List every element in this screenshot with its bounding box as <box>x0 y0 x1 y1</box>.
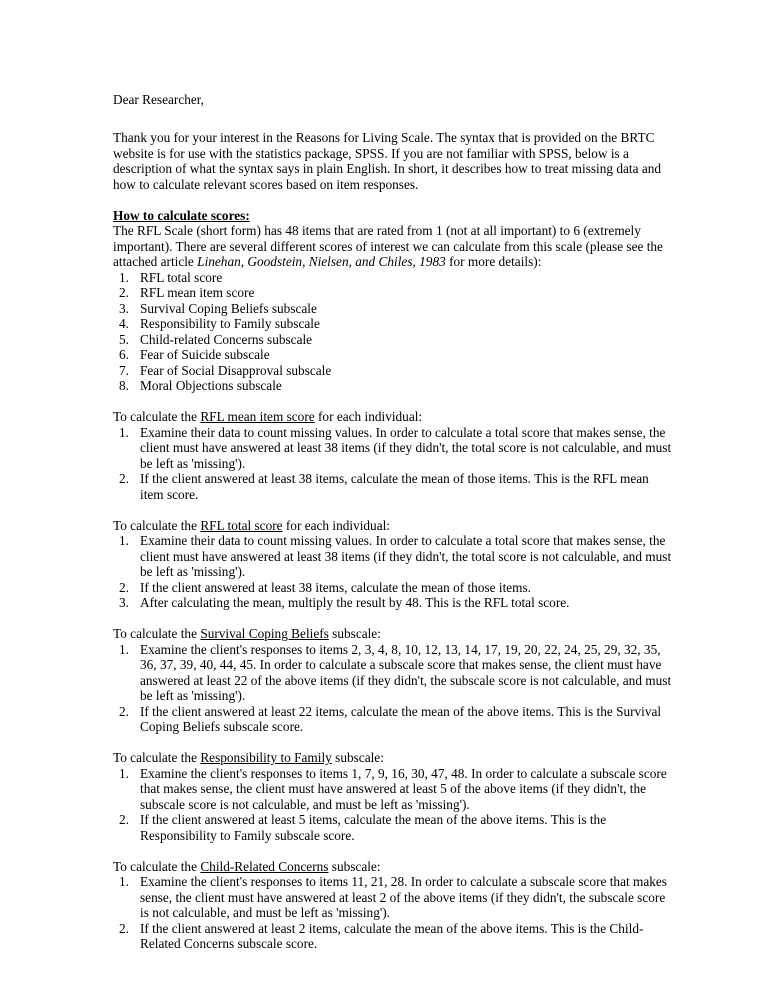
list-number: 1. <box>119 424 129 440</box>
step-item <box>113 595 673 611</box>
list-text: RFL mean item score <box>140 285 255 300</box>
score-term: Child-Related Concerns <box>200 858 329 874</box>
step-item <box>113 704 673 735</box>
step-item <box>113 533 673 580</box>
steps-list <box>113 874 673 952</box>
list-text: Fear of Suicide subscale <box>140 347 270 362</box>
list-number: 2. <box>119 471 129 486</box>
step-item <box>113 425 673 472</box>
calculation-section <box>113 518 673 611</box>
list-text: RFL total score <box>140 269 223 285</box>
step-text: After calculating the mean, multiply the result by 48. This is the RFL total score. <box>140 595 570 610</box>
intro-prefix: To calculate the <box>113 858 201 874</box>
step-text: Examine their data to count missing values. In order to calculate a total score that makes sense, the client must have answered at least 38 items (if they didn't, the total score is not calculable, and must be left as 'missing'). <box>140 424 672 471</box>
intro-prefix: To calculate the <box>113 409 201 424</box>
step-text: If the client answered at least 2 items, calculate the mean of the above items. This is the Child-Related Concerns subscale score. <box>140 920 644 951</box>
intro-suffix: for each individual: <box>314 409 423 424</box>
list-number: 8. <box>119 378 129 393</box>
step-text: If the client answered at least 5 items, calculate the mean of the above items. This is the Responsibility to Family subscale score. <box>140 812 607 843</box>
list-text: Child-related Concerns subscale <box>140 331 313 347</box>
steps-list <box>113 425 673 503</box>
list-number: 5. <box>119 331 129 347</box>
step-text: If the client answered at least 22 items, calculate the mean of the above items. This is the Survival Coping Beliefs subscale score. <box>140 703 662 734</box>
description-text: The RFL Scale (short form) has 48 items that are rated from 1 (not at all important) to 6 (extremely important). There are several different scores of interest we can calculate from this scale (please see the attached article <box>113 223 663 269</box>
scores-list <box>113 270 673 394</box>
calculation-section <box>113 859 673 952</box>
step-item <box>113 812 673 843</box>
intro-suffix: subscale: <box>328 626 381 641</box>
steps-list <box>113 642 673 735</box>
list-number: 1. <box>119 533 129 548</box>
score-list-item <box>113 363 673 379</box>
section-intro <box>113 750 673 766</box>
score-term: RFL total score <box>200 517 283 533</box>
section-heading: How to calculate scores: <box>113 207 250 223</box>
list-number: 2. <box>119 579 129 595</box>
score-list-item <box>113 332 673 348</box>
how-to-section <box>113 208 673 394</box>
list-text: Fear of Social Disapproval subscale <box>140 362 332 378</box>
list-number: 1. <box>119 874 129 889</box>
step-item <box>113 921 673 952</box>
section-intro <box>113 518 673 534</box>
score-term: Responsibility to Family <box>200 750 332 765</box>
intro-suffix: subscale: <box>328 858 381 874</box>
step-item <box>113 471 673 502</box>
score-list-item <box>113 285 673 301</box>
list-number: 2. <box>119 920 129 936</box>
description-text-end: for more details): <box>445 254 542 269</box>
step-text: If the client answered at least 38 items, calculate the mean of those items. <box>140 579 532 595</box>
intro-suffix: subscale: <box>331 750 384 765</box>
calculation-section <box>113 626 673 735</box>
citation: Linehan, Goodstein, Nielsen, and Chiles, 1983 <box>197 254 446 269</box>
document-page <box>113 92 673 967</box>
step-item <box>113 766 673 813</box>
step-text: Examine the client's responses to items 1, 7, 9, 16, 30, 47, 48. In order to calculate a subscale score that makes sense, the client must have answered at least 5 of the above items (if they didn't, the subscale score is not calculable, and must be left as 'missing'). <box>140 765 667 812</box>
list-text: Moral Objections subscale <box>140 378 282 393</box>
list-number: 1. <box>119 269 129 285</box>
score-list-item <box>113 316 673 332</box>
list-number: 2. <box>119 285 129 300</box>
greeting: Dear Researcher, <box>113 92 205 107</box>
section-intro <box>113 409 673 425</box>
calculation-section <box>113 750 673 843</box>
section-intro <box>113 626 673 642</box>
list-number: 3. <box>119 595 129 610</box>
list-text: Survival Coping Beliefs subscale <box>140 300 317 316</box>
steps-list <box>113 766 673 844</box>
step-text: Examine their data to count missing values. In order to calculate a total score that makes sense, the client must have answered at least 38 items (if they didn't, the total score is not calculable, and must be left as 'missing'). <box>140 533 672 579</box>
intro-prefix: To calculate the <box>113 517 201 533</box>
step-item <box>113 580 673 596</box>
step-text: Examine the client's responses to items 11, 21, 28. In order to calculate a subscale score that makes sense, the client must have answered at least 2 of the above items (if they didn't, the subscale score is not calculable, and must be left as 'missing'). <box>140 874 667 920</box>
intro-prefix: To calculate the <box>113 626 201 641</box>
list-number: 2. <box>119 812 129 827</box>
step-item <box>113 874 673 921</box>
score-list-item <box>113 301 673 317</box>
steps-list <box>113 533 673 611</box>
list-number: 2. <box>119 703 129 719</box>
intro-paragraph: Thank you for your interest in the Reasons for Living Scale. The syntax that is provided on the BRTC website is for use with the statistics package, SPSS. If you are not familiar with SPSS, below is a description of what the syntax says in plain English. In short, it describes how to treat missing data and how to calculate relevant scores based on item responses. <box>113 130 662 192</box>
section-intro <box>113 859 673 875</box>
list-number: 1. <box>119 765 129 781</box>
list-text: Responsibility to Family subscale <box>140 316 320 331</box>
intro-prefix: To calculate the <box>113 750 201 765</box>
score-term: RFL mean item score <box>200 409 315 424</box>
score-list-item <box>113 347 673 363</box>
step-text: If the client answered at least 38 items, calculate the mean of those items. This is the RFL mean item score. <box>140 471 649 502</box>
list-number: 4. <box>119 316 129 331</box>
score-list-item <box>113 270 673 286</box>
score-term: Survival Coping Beliefs <box>200 626 329 641</box>
calculation-section <box>113 409 673 502</box>
step-text: Examine the client's responses to items 2, 3, 4, 8, 10, 12, 13, 14, 17, 19, 20, 22, 24, 25, 29, 32, 35, 36, 37, 39, 40, 44, 45. In order to calculate a subscale score that makes sense, the client must have answered at least 22 of the above items (if they didn't, the subscale score is not calculable, and must be left as 'missing'). <box>140 641 672 703</box>
list-number: 3. <box>119 300 129 316</box>
calculation-sections <box>113 409 673 952</box>
list-number: 1. <box>119 641 129 657</box>
score-list-item <box>113 378 673 394</box>
intro-suffix: for each individual: <box>282 517 390 533</box>
step-item <box>113 642 673 704</box>
list-number: 7. <box>119 362 129 378</box>
list-number: 6. <box>119 347 129 362</box>
how-to-description <box>113 223 673 270</box>
